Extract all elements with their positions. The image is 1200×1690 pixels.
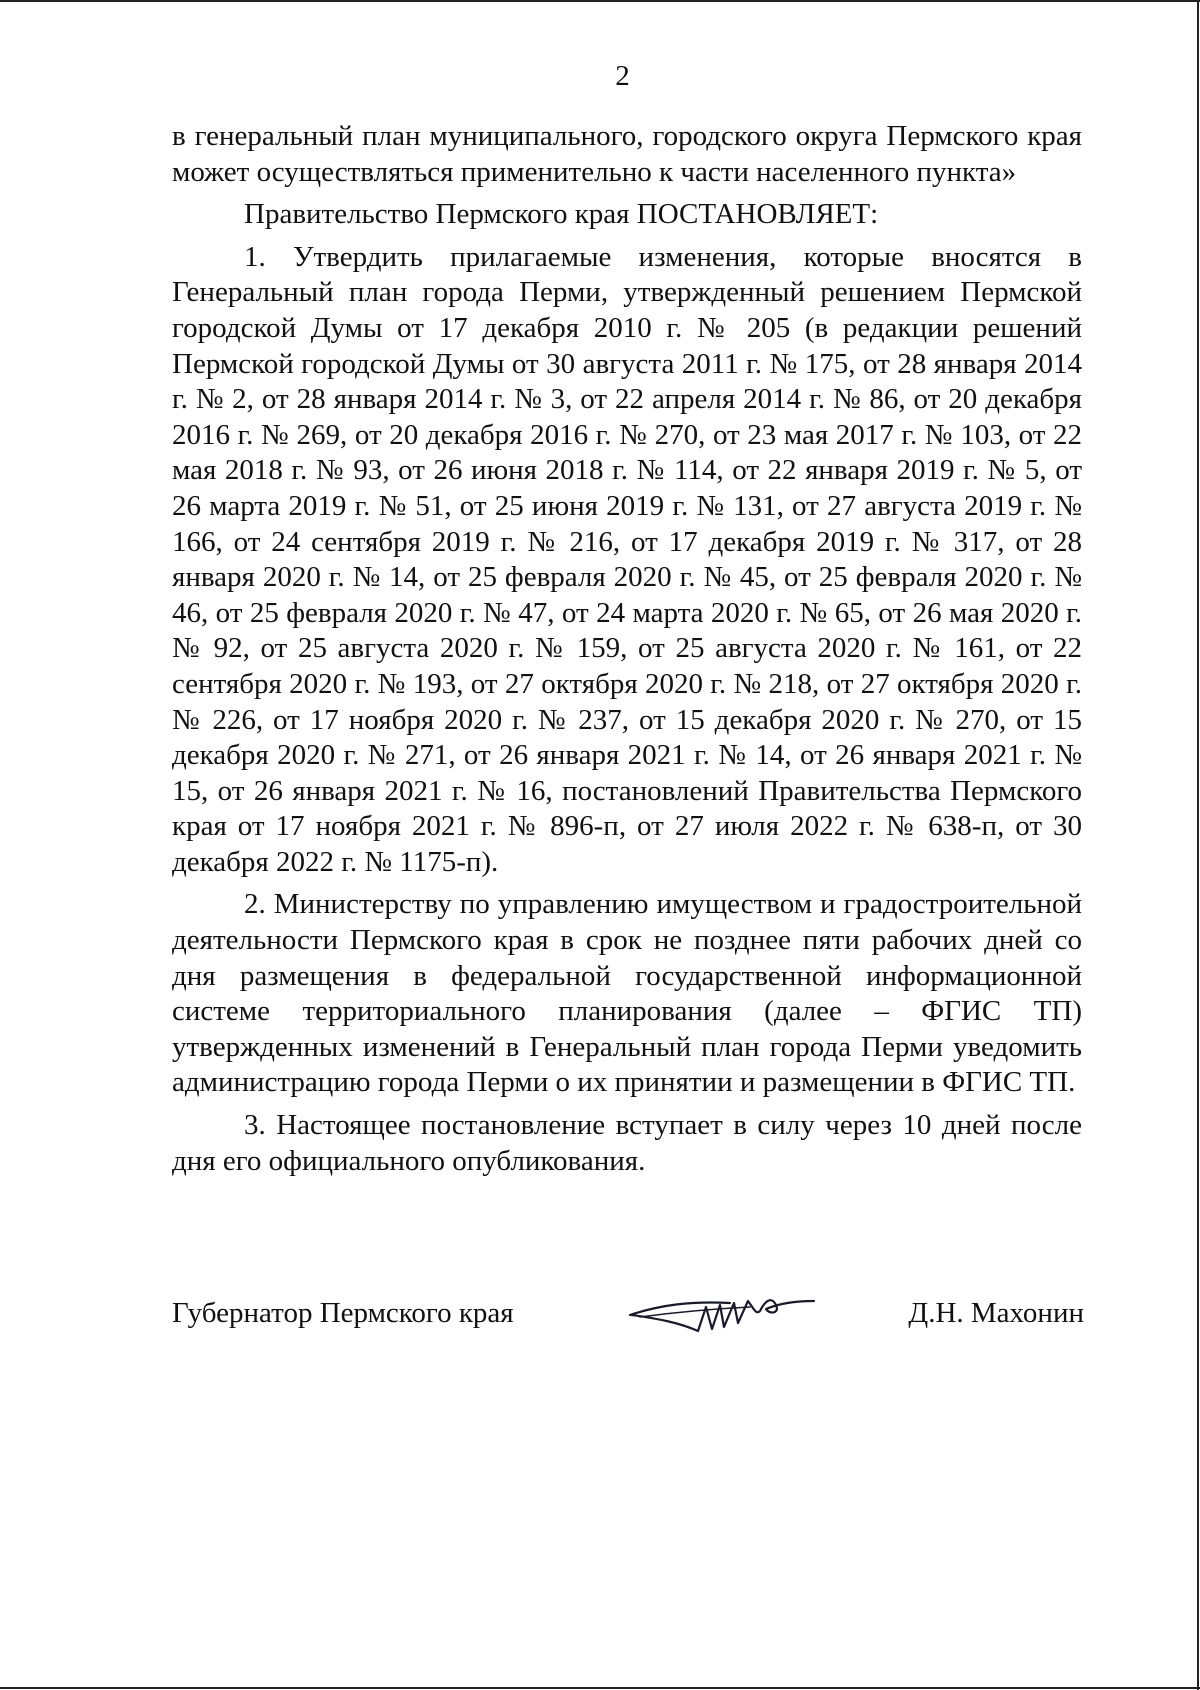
page-number: 2 [615, 60, 630, 92]
scan-edge-top [0, 0, 1200, 2]
paragraph-item-3: 3. Настоящее постановление вступает в силу через 10 дней после дня его официального опубликования. [172, 1109, 1082, 1177]
scan-edge-bottom [0, 1687, 1200, 1689]
signature-block [172, 1297, 1084, 1347]
signer-title: Губернатор Пермского края [172, 1297, 514, 1329]
paragraph-resolution: Правительство Пермского края ПОСТАНОВЛЯЕТ: [244, 198, 879, 231]
paragraph-item-1: 1. Утвердить прилагаемые изменения, которые вносятся в Генеральный план города Перми, утвержденный решением Пермской городской Думы от 17 декабря 2010 г. № 205 (в редакции решений Пермской городской Думы от 30 августа 2011 г. № 175, от 28 января 2014 г. № 2, от 28 января 2014 г. № 3, от 22 апреля 2014 г. № 86, от 20 декабря 2016 г. № 269, от 20 декабря 2016 г. № 270, от 23 мая 2017 г. № 103, от 22 мая 2018 г. № 93, от 26 июня 2018 г. № 114, от 22 января 2019 г. № 5, от 26 марта 2019 г. № 51, от 25 июня 2019 г. № 131, от 27 августа 2019 г. № 166, от 24 сентября 2019 г. № 216, от 17 декабря 2019 г. № 317, от 28 января 2020 г. № 14, от 25 февраля 2020 г. № 45, от 25 февраля 2020 г. № 46, от 25 февраля 2020 г. № 47, от 24 марта 2020 г. № 65, от 26 мая 2020 г. № 92, от 25 августа 2020 г. № 159, от 25 августа 2020 г. № 161, от 22 сентября 2020 г. № 193, от 27 октября 2020 г. № 218, от 27 октября 2020 г. № 226, от 17 ноября 2020 г. № 237, от 15 декабря 2020 г. № 270, от 15 декабря 2020 г. № 271, от 26 января 2021 г. № 14, от 26 января 2021 г. № 15, от 26 января 2021 г. № 16, постановлений Правительства Пермского края от 17 ноября 2021 г. № 896-п, от 27 июля 2022 г. № 638-п, от 30 декабря 2022 г. № 1175-п). [172, 240, 1082, 878]
scan-edge-right [1197, 0, 1199, 1690]
paragraph-continuation: в генеральный план муниципального, городского округа Пермского края может осуществляться применительно к части населенного пункта» [172, 120, 1082, 188]
paragraph-item-2: 2. Министерству по управлению имуществом и градостроительной деятельности Пермского края в срок не позднее пяти рабочих дней со дня размещения в федеральной государственной информационной системе территориального планирования (далее – ФГИС ТП) утвержденных изменений в Генеральный план города Перми уведомить администрацию города Перми о их принятии и размещении в ФГИС ТП. [172, 888, 1082, 1099]
document-body [172, 119, 1082, 1179]
handwritten-signature [620, 1279, 820, 1339]
signer-name: Д.Н. Махонин [908, 1297, 1084, 1329]
